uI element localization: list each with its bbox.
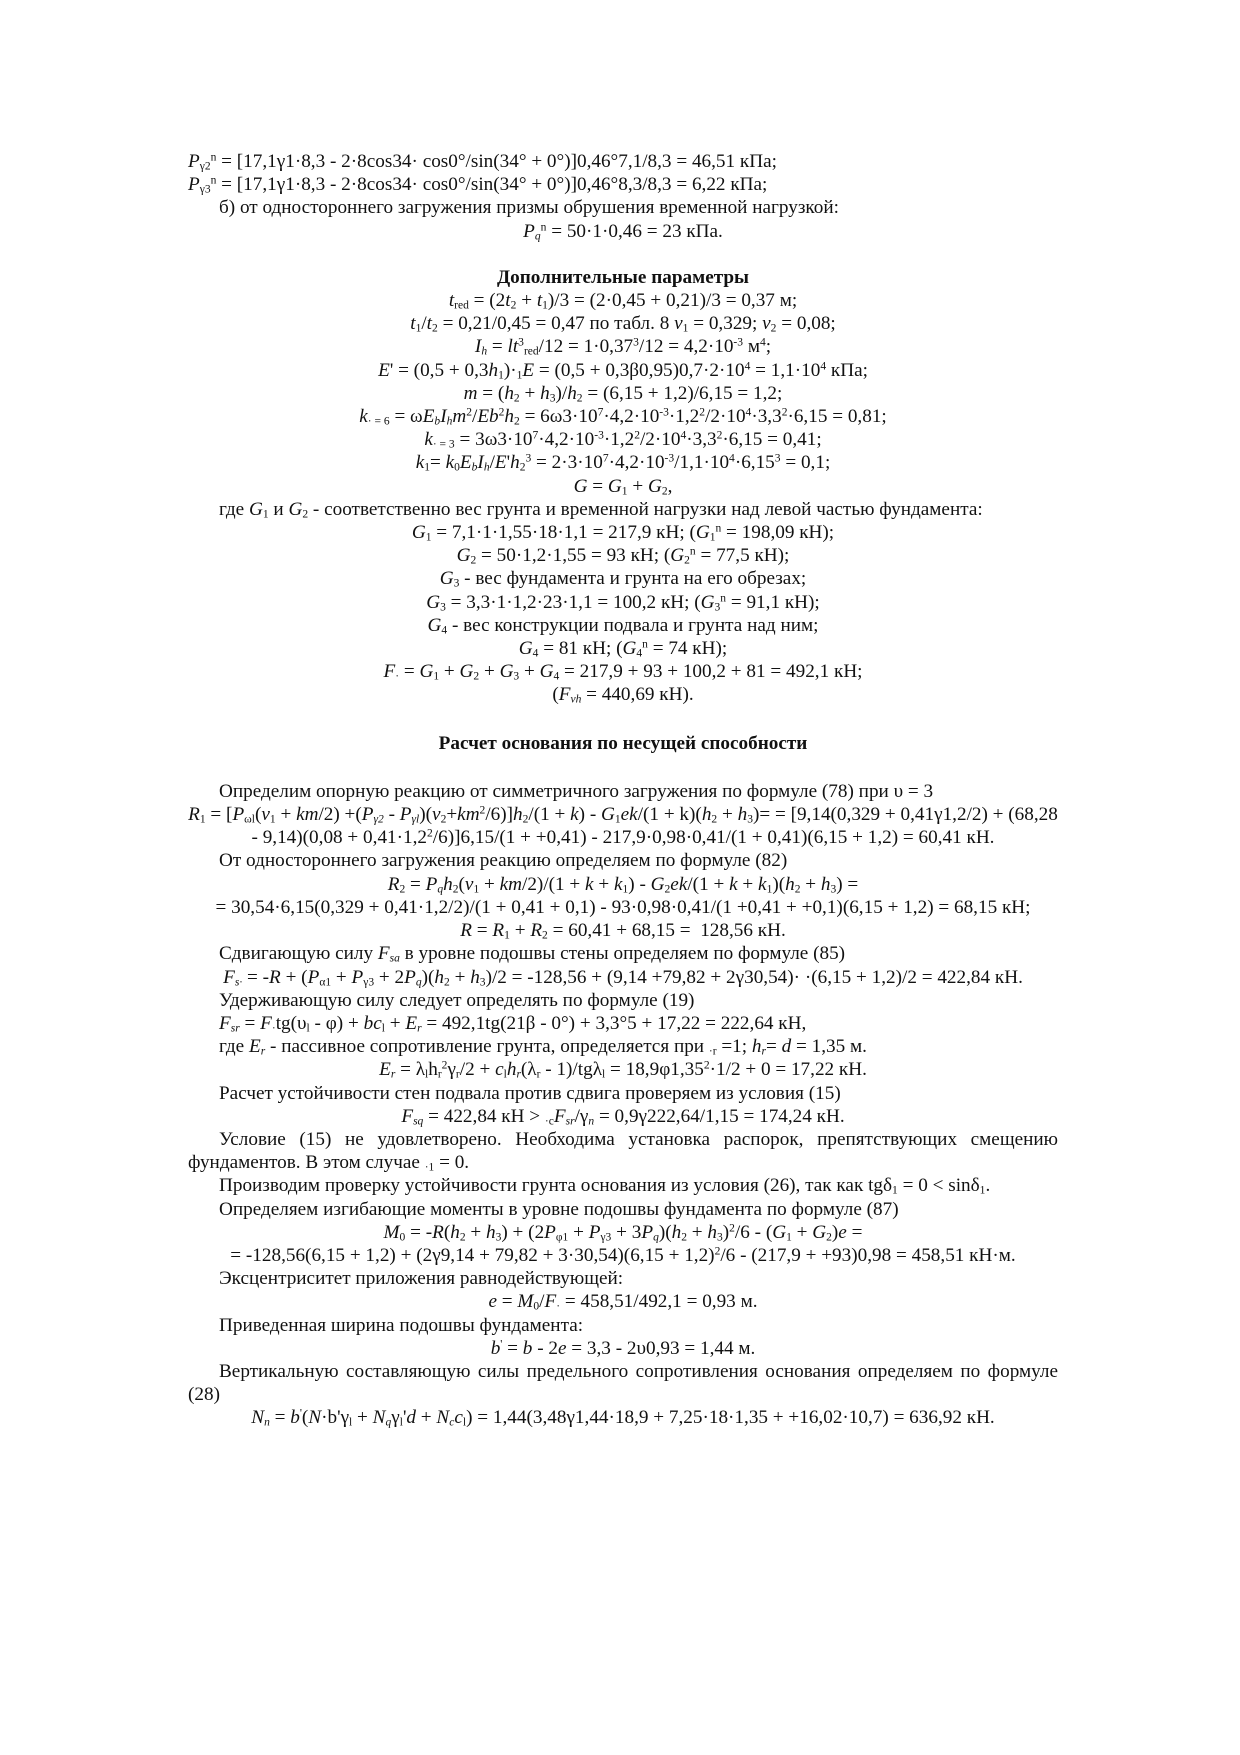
text-line: $G_2 = 50\cdot 1,2\cdot 1,55 = 93$ кН; ($G_2^n = 77,5$ кН); [456,545,790,567]
text-line: Сдвигающую силу $F_{sa}$ в уровне подошвы стены определяем по формуле (85) [219,943,846,965]
text-line: Определим опорную реакцию от симметричного загружения по формуле (78) при υ = 3 [219,780,934,802]
text-line: $F_{sr} = F_\cdot tg(\upsilon_l - \varphi) + bc_l + E_r = 492,1tg(21\beta - 0^\circ) + 3,3^\circ 5 + 17,22 = 222,64$ кН, [219,1012,807,1035]
text-line: $G = G_1 + G_2$, [573,475,673,497]
text-line: = 30,54·6,15(0,329 + 0,41·1,2/2)/(1 + 0,41 + 0,1) - 93·0,98·0,41/(1 +0,41 + +0,1)(6,15 + 1,2) = 68,15 кН; [215,896,1031,918]
text-line: $k_{\cdot = 6} = \omega E_bI_hm^2/Eb^2h_2 = 6\omega 3\cdot 10^7\cdot 4,2\cdot 10^{-3}\cdot 1,2^2/2\cdot 10^4\cdot 3,3^2\cdot 6,15 = 0,81$; [359,406,887,428]
text-line: $M_0 = -R(h_2 + h_3) + (2P_{\varphi 1} + P_{\gamma 3} + 3P_q)(h_2 + h_3)^2/6 - (G_1 + G_2)e$ = [383,1221,863,1244]
text-line: $E' = (0,5 + 0,3h_1)\cdot_1E = (0,5 + 0,3\beta 0,95)0,7\cdot 2\cdot 10^4 = 1,1\cdot 10^4$ кПа; [378,359,868,381]
text-line: $F_{s\cdot} = -R + (P_{\alpha 1} + P_{\gamma 3} + 2P_q)(h_2 + h_3)/2 = -128,56 + (9,14 +79,82 + 2\gamma 30,54)\cdot \cdot(6,15 + 1,2)/2 = 422,84$ кН. [223,966,1023,988]
section-heading: Расчет основания по несущей способности [438,732,808,754]
text-line: b' = b - 2e = 3,3 - 2υ0,93 = 1,44 м. [490,1337,756,1359]
text-line: $F_{sq} = 422,84$ кН > $_{\cdot c}F_{sr}/\gamma_n = 0,9\gamma 222,64/1,15 = 174,24$ кН. [401,1105,845,1128]
spacer [188,243,1058,266]
text-line: $P_{\gamma 2}^n = [17,1\gamma 1\cdot 8,3 - 2\cdot 8\cos 34\cdot \cos 0^\circ/\sin(34^\circ + 0^\circ)]0,46^\circ 7,1/8,3 = 46,51$ кПа; [188,151,777,173]
text-line: где $E_r$ - пассивное сопротивление грунта, определяется при $_{\cdot r}$ =1; $h_r= d = 1,35$ м. [219,1036,867,1058]
document-page [188,150,1058,1430]
text-line: ($F_{\nu h} = 440,69$ кН). [552,684,694,706]
text-line: Удерживающую силу следует определять по формуле (19) [219,989,695,1011]
text-line: $G_4 = 81$ кН; ($G_4^n = 74$ кН); [518,638,728,660]
text-line: $P_{\gamma 3}^n = [17,1\gamma 1\cdot 8,3 - 2\cdot 8\cos 34\cdot \cos 0^\circ/\sin(34^\circ + 0^\circ)]0,46^\circ 8,3/8,3 = 6,22$ кПа; [188,174,768,196]
section-heading: Дополнительные параметры [496,266,750,288]
text-line: Эксцентриситет приложения равнодействующей: [219,1268,624,1290]
text-line: б) от одностороннего загружения призмы обрушения временной нагрузкой: [219,197,839,219]
text-line: Приведенная ширина подошвы фундамента: [219,1314,584,1336]
text-line: От одностороннего загружения реакцию определяем по формуле (82) [219,850,788,872]
text-line: $G_3$ - вес фундамента и грунта на его обрезах; [439,568,807,590]
text-line: $G_1 = 7,1\cdot 1\cdot 1,55\cdot 18\cdot 1,1 = 217,9$ кН; ($G_1^n = 198,09$ кН); [411,522,835,544]
text-line: $k_1= k_0E_bI_h/E'h_2^3 = 2\cdot 3\cdot 10^7\cdot 4,2\cdot 10^{-3}/1,1\cdot 10^4\cdot 6,15^3 = 0,1$; [415,452,831,474]
text-line: $R_1 = [P_{\omega l}(\nu_1 + km/2) +(P_{\gamma 2} - P_{\gamma l})(\nu_2+km^2/6)]h_2/(1 + k) - G_1ek/(1 + k)(h_2 + h_3)= = [9,14(0,329 + 0,41\gamma 1,2/2) + (68,28 - 9,14)(0,08 + 0,41\cdot 1,2^2/6)]6,15/(1 + +0,41) - 217,9\cdot 0,98\cdot 0,41/(1 + 0,41)(6,15 + 1,2) = 60,41$ кН. [188,804,1058,849]
text-line: Вертикальную составляющую силы предельного сопротивления основания определяем по формуле (28) [188,1360,1058,1406]
text-line: $G_3 = 3,3\cdot 1\cdot 1,2\cdot 23\cdot 1,1 = 100,2$ кН; ($G_3^n = 91,1$ кН); [426,591,820,613]
text-line: = $-128,56(6,15 + 1,2) + (2\gamma 9,14 + 79,82 + 3\cdot 30,54)(6,15 + 1,2)^2/6 - (217,9 + +93)0,98 = 458,51$ кН·м. [230,1244,1016,1266]
text-line: $P_q^n = 50\cdot 1\cdot 0,46 = 23$ кПа. [523,220,723,242]
text-line: $m = (h_2 + h_3)/h_2 = (6,15 + 1,2)/6,15 = 1,2$; [463,382,783,405]
text-line: $t_{red} = (2t_2 + t_1)/3 = (2\cdot 0,45 + 0,21)/3 = 0,37$ м; [448,290,798,312]
text-line: Расчет устойчивости стен подвала против сдвига проверяем из условия (15) [219,1082,841,1104]
text-line: $F_\cdot = G_1 + G_2 + G_3 + G_4 = 217,9 + 93 + 100,2 + 81 = 492,1$ кН; [383,661,863,683]
spacer [188,707,1058,732]
spacer [188,755,1058,780]
text-line: $k_{\cdot = 3} = 3\omega 3\cdot 10^7\cdot 4,2\cdot 10^{-3}\cdot 1,2^2/2\cdot 10^4\cdot 3,3^2\cdot 6,15 = 0,41$; [424,429,822,451]
text-line: Определяем изгибающие моменты в уровне подошвы фундамента по формуле (87) [219,1198,899,1220]
text-line: Производим проверку устойчивости грунта основания из условия (26), так как tgδ$_1$ = 0 < sinδ$_1$. [219,1175,991,1197]
text-line: $e = M_0/F_\cdot = 458,51/492,1 = 0,93$ м. [488,1291,758,1313]
text-line: где $G_1$ и $G_2$ - соответственно вес грунта и временной нагрузки над левой частью фундамента: [219,498,983,521]
text-line: $t_1/t_2 = 0,21/0,45 = 0,47$ по табл. 8 $\nu_1 = 0,329$; $\nu_2 = 0,08$; [410,313,836,335]
text-line: $G_4$ - вес конструкции подвала и грунта над ним; [427,614,819,637]
text-line: $N_n = b'(N\cdot b'\gamma_l + N_q\gamma_l'd + N_cc_l) = 1,44(3,48\gamma 1,44\cdot 18,9 + 7,25\cdot 18\cdot 1,35 + +16,02\cdot 10,7) = 636,92$ кН. [251,1407,995,1429]
text-line: $R_2 = P_qh_2(\nu_1 + km/2)/(1 + k + k_1) - G_2ek/(1 + k + k_1)(h_2 + h_3)$ = [387,873,859,895]
text-line: $E_r = \lambda_lh_r^2\gamma_r/2 + c_lh_r(\lambda_r - 1)/tg\lambda_l = 18,9\varphi 1,35^2\cdot 1/2 + 0 = 17,22$ кН. [379,1059,867,1081]
text-line: Условие (15) не удовлетворено. Необходима установка распорок, препятствующих смещению фундаментов. В этом случае $_{\cdot 1}$ = 0. [188,1128,1058,1174]
text-line: $I_h = lt^3_{red}/12 = 1\cdot 0,37^3/12 = 4,2\cdot 10^{-3}$ $м^4$; [474,336,772,358]
text-line: $R = R_1 + R_2 = 60,41 + 68,15 = 128,56$ кН. [460,920,786,942]
